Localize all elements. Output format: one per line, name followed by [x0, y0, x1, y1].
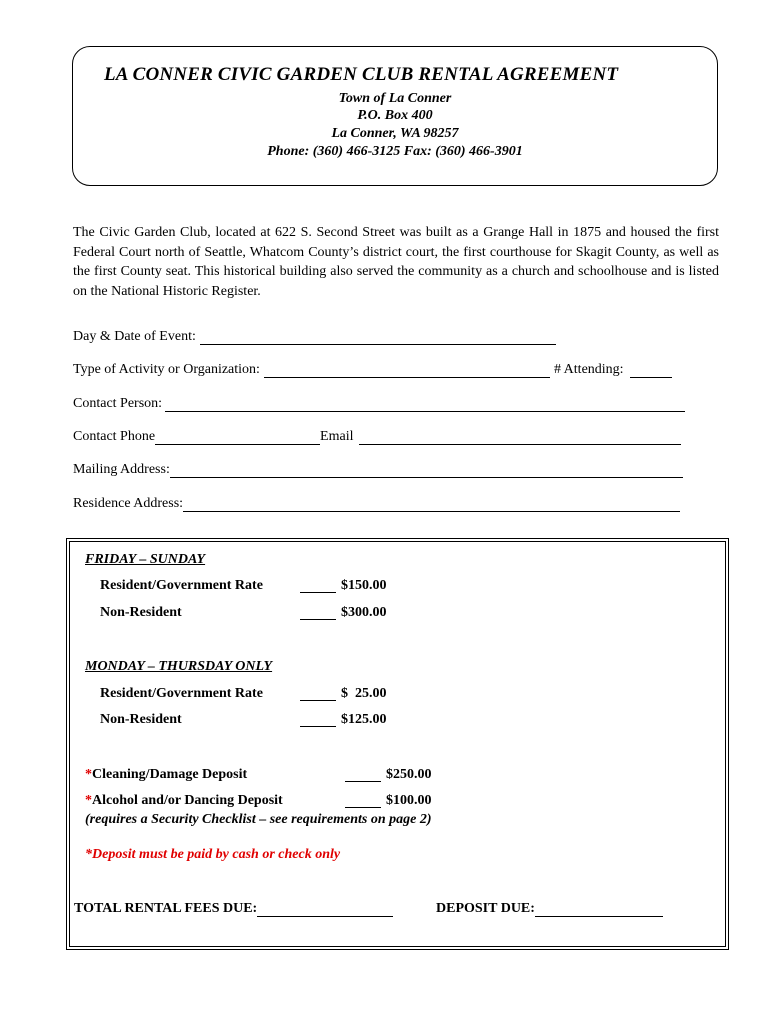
deposit-payment-note: *Deposit must be paid by cash or check only	[85, 847, 341, 862]
activity-row	[73, 362, 672, 378]
mailing-row	[73, 462, 683, 478]
residence-blank[interactable]	[183, 498, 680, 512]
weekend-heading: FRIDAY – SUNDAY	[85, 552, 206, 567]
weekday-resident-amount: $ 25.00	[341, 686, 387, 701]
mailing-blank[interactable]	[170, 464, 683, 478]
day-date-row	[73, 329, 556, 345]
weekend-nonresident-amount: $300.00	[341, 605, 387, 620]
page-title: LA CONNER CIVIC GARDEN CLUB RENTAL AGREEMENT	[104, 64, 619, 85]
cleaning-deposit-amount: $250.00	[386, 767, 432, 782]
cleaning-deposit-blank[interactable]	[345, 769, 381, 782]
header-po-box: P.O. Box 400	[357, 108, 433, 123]
activity-label: Type of Activity or Organization:	[73, 362, 260, 377]
attending-blank[interactable]	[630, 364, 672, 378]
cleaning-deposit-star: *	[85, 767, 92, 782]
day-date-label: Day & Date of Event:	[73, 329, 196, 344]
alcohol-deposit-blank[interactable]	[345, 795, 381, 808]
alcohol-deposit-amount: $100.00	[386, 793, 432, 808]
deposit-due-row	[436, 901, 663, 917]
alcohol-deposit-label	[85, 793, 283, 809]
day-date-blank[interactable]	[200, 331, 556, 345]
weekday-nonresident-blank[interactable]	[300, 714, 336, 727]
contact-person-row	[73, 396, 685, 412]
weekday-resident-blank[interactable]	[300, 688, 336, 701]
deposit-due-label: DEPOSIT DUE:	[436, 901, 535, 916]
mailing-label: Mailing Address:	[73, 462, 170, 477]
attending-label: # Attending:	[553, 362, 624, 377]
contact-phone-row	[73, 429, 681, 445]
weekend-resident-label: Resident/Government Rate	[100, 578, 263, 593]
weekend-nonresident-label: Non-Resident	[100, 605, 182, 620]
alcohol-deposit-text: Alcohol and/or Dancing Deposit	[92, 793, 283, 808]
intro-paragraph: The Civic Garden Club, located at 622 S. Second Street was built as a Grange Hall in 1875 and housed the first Federal Court north of Seattle, Whatcom County’s district court, the first courthouse for Skagit County, as well as the first County seat. This historical building also served the community as a church and schoolhouse and is listed on the National Historic Register.	[73, 225, 719, 299]
weekday-heading: MONDAY – THURSDAY ONLY	[85, 659, 273, 674]
rate-box	[66, 538, 729, 950]
weekend-nonresident-blank[interactable]	[300, 607, 336, 620]
weekday-nonresident-amount: $125.00	[341, 712, 387, 727]
activity-blank[interactable]	[264, 364, 550, 378]
contact-person-blank[interactable]	[165, 398, 685, 412]
total-fees-label: TOTAL RENTAL FEES DUE:	[74, 901, 258, 916]
header-town: Town of La Conner	[338, 91, 452, 106]
weekday-resident-label: Resident/Government Rate	[100, 686, 263, 701]
header-phone-fax: Phone: (360) 466-3125 Fax: (360) 466-3901	[267, 144, 523, 159]
weekend-resident-amount: $150.00	[341, 578, 387, 593]
email-label: Email	[320, 429, 354, 444]
total-fees-row	[74, 901, 393, 917]
residence-label: Residence Address:	[73, 496, 184, 511]
header-city: La Conner, WA 98257	[331, 126, 459, 141]
security-checklist-note: (requires a Security Checklist – see requirements on page 2)	[85, 812, 432, 827]
weekend-resident-blank[interactable]	[300, 580, 336, 593]
weekday-nonresident-label: Non-Resident	[100, 712, 182, 727]
contact-phone-label: Contact Phone	[73, 429, 156, 444]
residence-row	[73, 496, 680, 512]
email-blank[interactable]	[359, 431, 681, 445]
contact-phone-blank[interactable]	[155, 431, 320, 445]
alcohol-deposit-star: *	[85, 793, 92, 808]
cleaning-deposit-label	[85, 767, 247, 783]
cleaning-deposit-text: Cleaning/Damage Deposit	[92, 767, 248, 782]
total-fees-blank[interactable]	[257, 903, 393, 917]
deposit-due-blank[interactable]	[535, 903, 663, 917]
contact-person-label: Contact Person:	[73, 396, 163, 411]
